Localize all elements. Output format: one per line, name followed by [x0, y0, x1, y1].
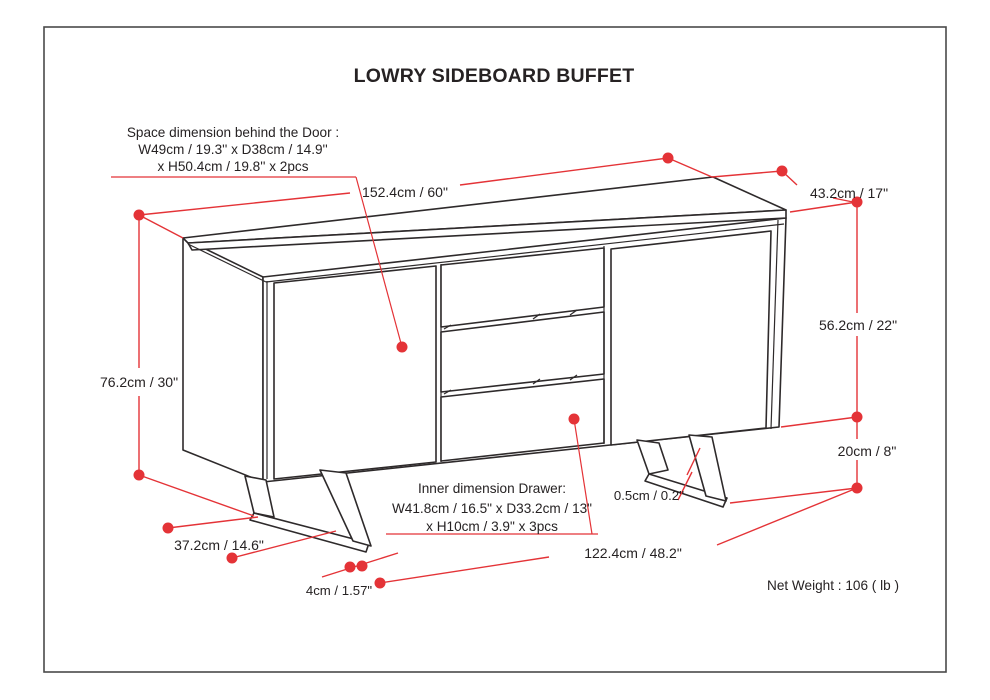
- dimension-dot: [852, 483, 863, 494]
- right-door: [611, 231, 771, 445]
- door-space-line3: x H50.4cm / 19.8'' x 2pcs: [157, 159, 309, 174]
- dimension-dot: [134, 470, 145, 481]
- dimension-dot: [345, 562, 356, 573]
- dimension-dot: [663, 153, 674, 164]
- drawer-inner-line1: Inner dimension Drawer:: [417, 481, 567, 496]
- leader-line: [712, 171, 782, 177]
- dimension-dot: [375, 578, 386, 589]
- dimension-dot: [852, 412, 863, 423]
- left-door: [274, 266, 436, 479]
- dimension-dot: [569, 414, 580, 425]
- dimension-line: [380, 557, 549, 583]
- dimension-dot: [777, 166, 788, 177]
- net-weight-label: Net Weight : 106 ( lb ): [767, 578, 899, 593]
- drawer-inner-line2: W41.8cm / 16.5" x D33.2cm / 13": [391, 501, 593, 516]
- leader-line: [168, 517, 258, 528]
- leader-line: [781, 417, 857, 427]
- label-leg-width: 4cm / 1.57": [305, 583, 373, 598]
- label-leg-plate-thickness: 0.5cm / 0.2'': [613, 488, 685, 503]
- label-leg-span: 122.4cm / 48.2": [584, 545, 682, 561]
- drawer-inner-line3: x H10cm / 3.9" x 3pcs: [426, 519, 558, 534]
- dimension-dot: [163, 523, 174, 534]
- annotation-door-space: [127, 125, 339, 174]
- dimension-line: [460, 158, 668, 185]
- right-leg-rear-strut: [637, 440, 668, 474]
- left-leg-rear-strut: [245, 476, 274, 517]
- dimension-dot: [357, 561, 368, 572]
- dimension-dot: [397, 342, 408, 353]
- label-top-depth: 43.2cm / 17": [809, 185, 889, 201]
- label-top-width: 152.4cm / 60": [362, 184, 448, 200]
- dimension-dot: [227, 553, 238, 564]
- leader-line: [139, 475, 254, 516]
- door-space-line2: W49cm / 19.3'' x D38cm / 14.9'': [138, 142, 328, 157]
- leader-line: [790, 202, 857, 212]
- label-cabinet-height: 56.2cm / 22": [818, 317, 898, 333]
- label-leg-depth: 37.2cm / 14.6": [174, 537, 264, 553]
- annotation-drawer-inner: [392, 481, 592, 534]
- label-overall-height: 76.2cm / 30": [99, 374, 179, 390]
- dimension-dot: [134, 210, 145, 221]
- label-leg-height: 20cm / 8": [837, 443, 897, 459]
- page-title: LOWRY SIDEBOARD BUFFET: [353, 65, 635, 87]
- leader-line: [139, 215, 183, 238]
- door-space-line1: Space dimension behind the Door :: [126, 125, 340, 140]
- leader-line: [668, 158, 712, 177]
- dimension-line: [139, 193, 350, 215]
